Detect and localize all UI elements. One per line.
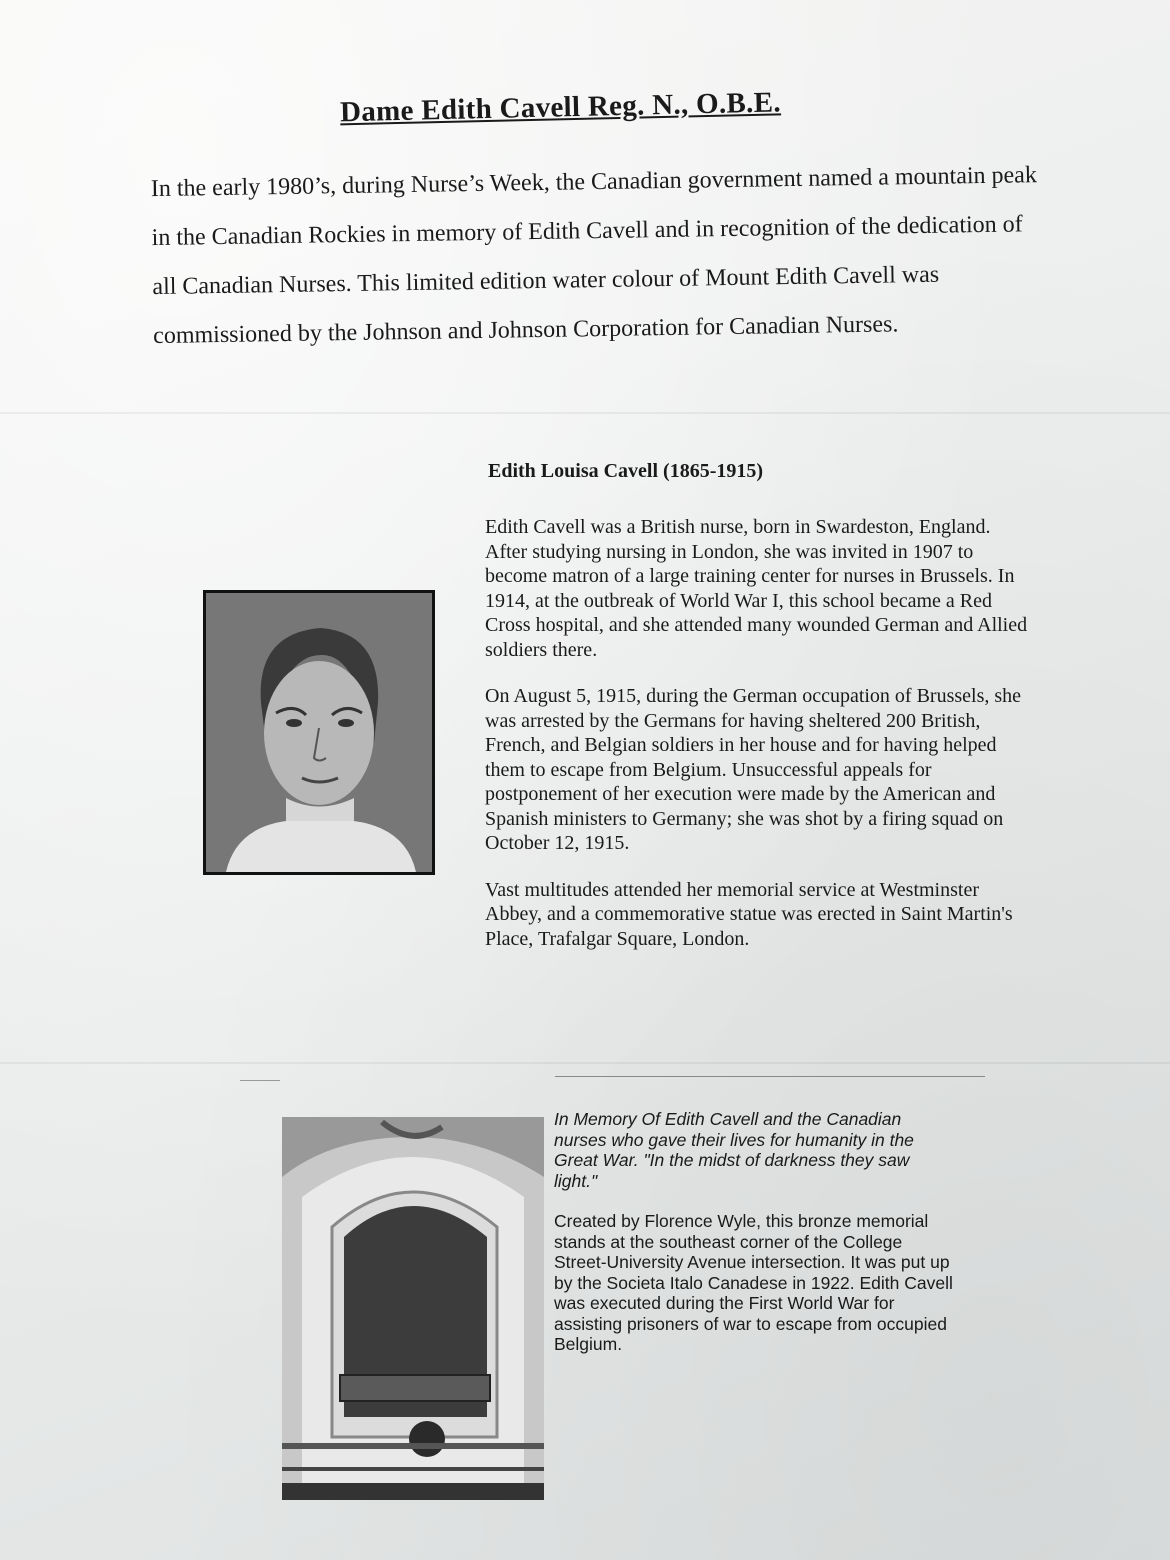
bio-paragraph: On August 5, 1915, during the German occupation of Brussels, she was arrested by the Germans for having sheltered 200 British, French, and Belgian soldiers in her house and for having helped them to escape from Belgium. Unsuccessful appeals for postponement of her execution were made by the American and Spanish ministers to Germany; she was shot by a firing squad on October 12, 1915. (485, 685, 1022, 854)
bio-paragraph: Edith Cavell was a British nurse, born in Swardeston, England. After studying nursing in London, she was invited in 1907 to become matron of a large training center for nurses in Brussels. In 1914, at the outbreak of World War I, this school became a Red Cross hospital, and she attended many wounded German and Allied soldiers there. (485, 516, 1028, 661)
portrait-photo (203, 590, 435, 875)
bio-section (485, 515, 1030, 973)
paper-fold (0, 412, 1170, 414)
memorial-photo (282, 1117, 544, 1500)
memorial-caption (554, 1109, 954, 1375)
memorial-inscription: In Memory Of Edith Cavell and the Canadian nurses who gave their lives for humanity in the Great War. "In the midst of darkness they saw light." (554, 1109, 914, 1191)
paper-fold (0, 1062, 1170, 1064)
divider (555, 1076, 985, 1077)
divider (240, 1080, 280, 1081)
memorial-description: Created by Florence Wyle, this bronze memorial stands at the southeast corner of the College Street-University Avenue intersection. It was put up by the Societa Italo Canadese in 1922. Edith Cavell was executed during the First World War for assisting prisoners of war to escape from occupied Belgium. (554, 1211, 953, 1354)
portrait-illustration (206, 593, 432, 872)
bio-heading: Edith Louisa Cavell (1865-1915) (488, 460, 764, 482)
bio-paragraph: Vast multitudes attended her memorial service at Westminster Abbey, and a commemorative statue was erected in Saint Martin's Place, Trafalgar Square, London. (485, 878, 1013, 950)
memorial-illustration (282, 1117, 544, 1500)
intro-paragraph: In the early 1980’s, during Nurse’s Week, the Canadian government named a mountain peak in the Canadian Rockies in memory of Edith Cavell and in recognition of the dedication of all Canadian Nurses. This limited edition water colour of Mount Edith Cavell was commissioned by the Johnson and Johnson Corporation for Canadian Nurses. (150, 162, 1038, 350)
page-title: Dame Edith Cavell Reg. N., O.B.E. (339, 86, 782, 129)
